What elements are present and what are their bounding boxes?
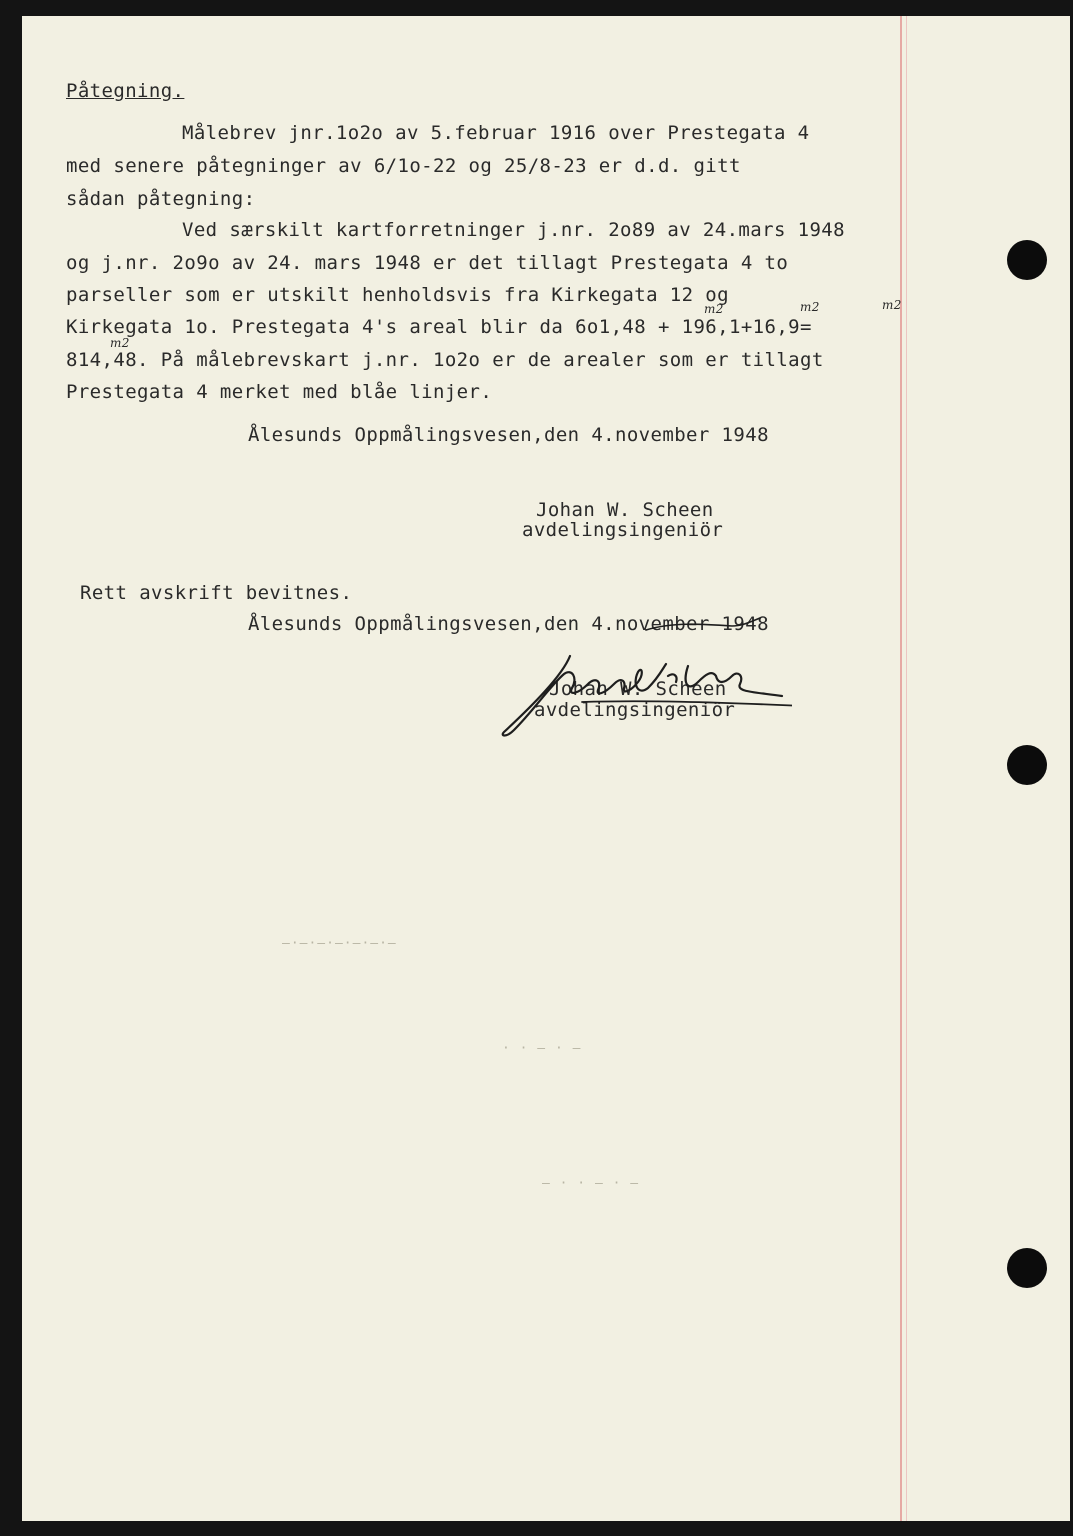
- signatory-name-2: Johan W. Scheen: [549, 678, 727, 700]
- unit-annotation: m2: [704, 302, 724, 316]
- bleed-through-mark: · · — · —: [502, 1041, 582, 1056]
- paragraph-line: med senere påtegninger av 6/1o-22 og 25/8-23 er d.d. gitt: [66, 155, 741, 177]
- unit-annotation: m2: [110, 336, 130, 350]
- unit-annotation: m2: [882, 298, 902, 312]
- paragraph-line: Prestegata 4 merket med blåe linjer.: [66, 381, 493, 403]
- document-page: [22, 16, 1070, 1521]
- margin-rule: [900, 16, 902, 1521]
- paragraph-line: parseller som er utskilt henholdsvis fra Kirkegata 12 og: [66, 284, 729, 306]
- heading: Påtegning.: [66, 80, 185, 102]
- signatory-title: avdelingsingeniör: [522, 519, 724, 541]
- bleed-through-mark: —·—·—·—·—·—·—: [282, 936, 397, 951]
- unit-annotation: m2: [800, 300, 820, 314]
- punch-hole: [1007, 745, 1047, 785]
- signatory-name: Johan W. Scheen: [536, 499, 714, 521]
- paragraph-line: og j.nr. 2o9o av 24. mars 1948 er det tillagt Prestegata 4 to: [66, 252, 789, 274]
- place-date: Ålesunds Oppmålingsvesen,den 4.november 1948: [248, 424, 769, 446]
- paragraph-line: Ved særskilt kartforretninger j.nr. 2o89 av 24.mars 1948: [182, 219, 845, 241]
- paragraph-line: sådan påtegning:: [66, 188, 256, 210]
- handwritten-signature: [492, 636, 792, 746]
- paragraph-line: Målebrev jnr.1o2o av 5.februar 1916 over Prestegata 4: [182, 122, 810, 144]
- paragraph-line: Kirkegata 1o. Prestegata 4's areal blir da 6o1,48 + 196,1+16,9=: [66, 316, 812, 338]
- margin-rule-secondary: [906, 16, 907, 1521]
- certification-text: Rett avskrift bevitnes.: [80, 582, 353, 604]
- punch-hole: [1007, 1248, 1047, 1288]
- place-date-2: Ålesunds Oppmålingsvesen,den 4.november 1948: [248, 613, 769, 635]
- signatory-title-2: avdelingsingeniör: [534, 699, 736, 721]
- handwritten-strike: [642, 612, 782, 642]
- paragraph-line: 814,48. På målebrevskart j.nr. 1o2o er de arealer som er tillagt: [66, 349, 824, 371]
- bleed-through-mark: — · · — · —: [542, 1176, 640, 1191]
- punch-hole: [1007, 240, 1047, 280]
